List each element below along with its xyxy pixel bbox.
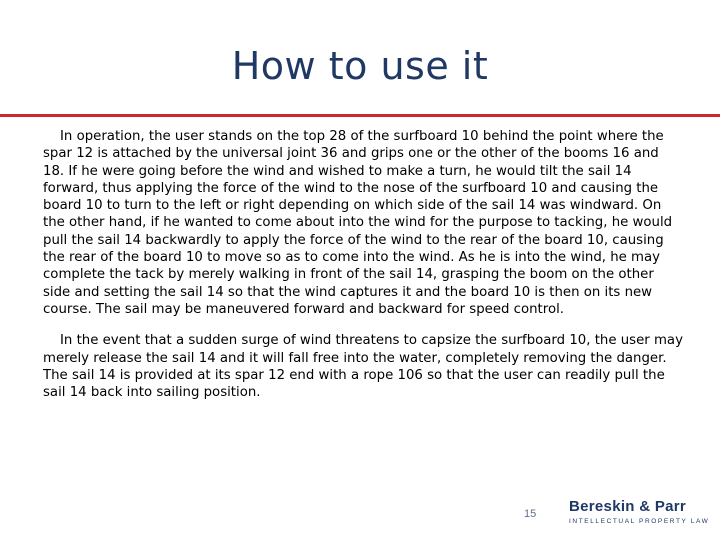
title-divider [0, 114, 720, 117]
paragraph-operation: In operation, the user stands on the top 28 of the surfboard 10 behind the point where the spar 12 is attached by the universal joint 36 and grips one or the other of the booms 16 and 18. If he were going before the wind and wished to make a turn, he would tilt the sail 14 forward, thus applying the force of the wind to the nose of the surfboard 10 and causing the board 10 to turn to the left or right depending on which side of the sail 14 was windward. On the other hand, if he wanted to come about into the wind for the purpose to tacking, he would pull the sail 14 backwardly to apply the force of the wind to the rear of the board 10, causing the rear of the board 10 to move so as to come into the wind. As he is into the wind, he may complete the tack by merely walking in front of the sail 14, grasping the boom on the other side and setting the sail 14 so that the wind captures it and the board 10 is then on its new course. The sail may be maneuvered forward and backward for speed control. [43, 129, 673, 317]
slide-body [43, 128, 683, 415]
logo-tagline: INTELLECTUAL PROPERTY LAW [569, 518, 710, 525]
paragraph-capsize: In the event that a sudden surge of wind threatens to capsize the surfboard 10, the user may merely release the sail 14 and it will fall free into the water, completely removing the danger. The sail 14 is provided at its spar 12 end with a rope 106 so that the user can readily pull the sail 14 back into sailing position. [43, 333, 683, 401]
slide-title: How to use it [231, 44, 489, 88]
firm-logo [569, 498, 709, 525]
page-number: 15 [524, 508, 537, 520]
logo-name: Bereskin & Parr [569, 498, 687, 515]
